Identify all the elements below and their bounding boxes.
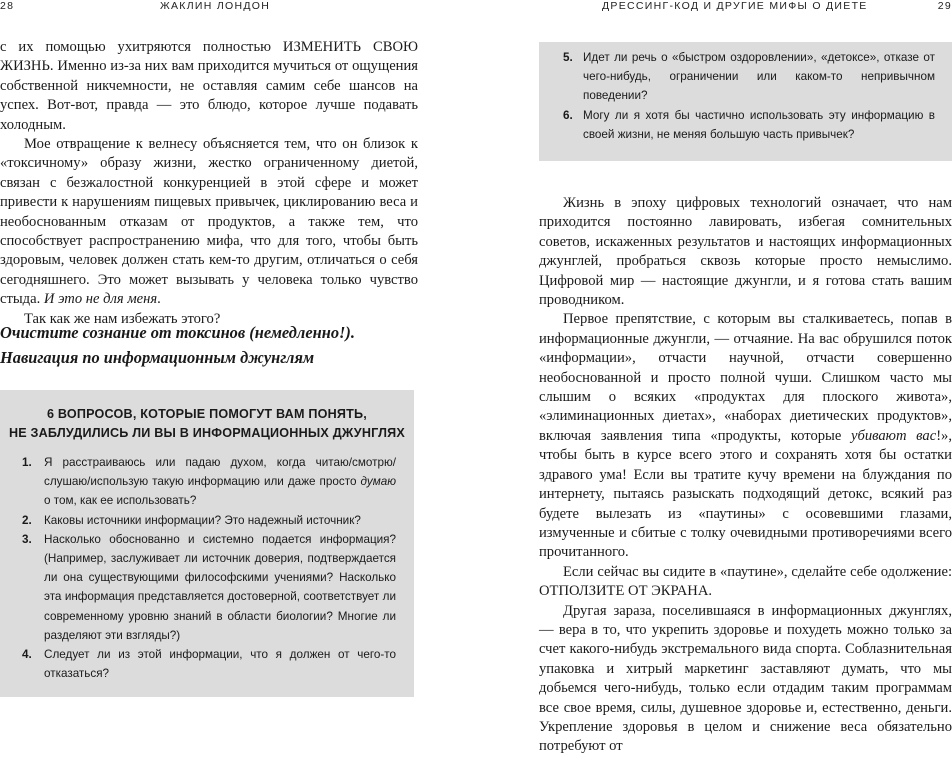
question-text-3: Насколько обоснованно и системно подается информация? (Например, заслуживает ли источник доверия, подтверждается ли она существующими философскими учениями? Насколько эта информация представляется достоверной, соответствует ли современному уровню знаний в области биологии? Многие ли разделяют эти взгляды?) — [44, 532, 396, 642]
question-item-5 — [563, 48, 935, 106]
questions-box-continued — [539, 42, 952, 161]
left-page — [0, 0, 418, 697]
question-text-5: Идет ли речь о «быстром оздоровлении», «детоксе», отказе от чего-нибудь, ограничении или каком-то непривычном поведении? — [583, 51, 935, 103]
question-number-2: 2. — [22, 513, 32, 527]
question-item-6 — [563, 106, 935, 144]
right-page — [535, 0, 952, 755]
paragraph-2-end: . — [157, 291, 161, 308]
question-item-3 — [22, 530, 396, 645]
question-number-6: 6. — [563, 108, 573, 122]
paragraph-2-italic: И это не для меня — [43, 291, 158, 308]
paragraph-1 — [0, 38, 418, 135]
question-item-1 — [22, 453, 396, 511]
page-number-right: 29 — [937, 0, 952, 12]
question-number-1: 1. — [22, 456, 32, 469]
questions-box-title-line1: 6 ВОПРОСОВ, КОТОРЫЕ ПОМОГУТ ВАМ ПОНЯТЬ, — [46, 407, 367, 421]
section-heading-line1: Очистите сознание от токсинов (немедленно!). — [0, 323, 355, 342]
running-title-left: ЖАКЛИН ЛОНДОН — [160, 0, 271, 12]
right-paragraph-4: Другая зараза, поселившаяся в информационных джунглях, — вера в то, что укрепить здоровье и похудеть можно только за счет какого-нибудь экстремального вида спорта. Соблазнительная упаковка и хитрый маркетинг заставляют думать, что мы добьемся чего-нибудь, только если отдадим таким программам все свое время, силы, душевное здоровье и, естественно, деньги. Укрепление здоровья в целом и снижение веса обязательно потребуют от — [539, 602, 952, 755]
question-item-2 — [22, 511, 396, 530]
paragraph-1-caps: с их помощью ухитряются полностью ИЗМЕНИТЬ СВОЮ ЖИЗНЬ. — [0, 39, 418, 75]
right-paragraph-2 — [539, 310, 952, 562]
page-number-left: 28 — [0, 0, 15, 12]
paragraph-2 — [0, 135, 418, 310]
question-number-4: 4. — [22, 648, 32, 662]
right-paragraph-1: Жизнь в эпоху цифровых технологий означает, что нам приходится постоянно лавировать, избегая сомнительных советов, искаженных результатов и настоящих информационных джунглей, пробраться сквозь которые просто немыслимо. Цифровой мир — настоящие джунгли, и я готова стать вашим проводником. — [539, 195, 952, 309]
question-number-5: 5. — [563, 51, 573, 64]
right-running-head — [535, 0, 952, 16]
right-paragraph-2a: Первое препятствие, с которым вы сталкиваетесь, попав в информационные джунгли, — отчаяние. На вас обрушился поток «информации», отчасти научной, отчасти совершенно необоснованной и просто полной чуши. Слишком часто мы слышим о всяких «продуктах для плоского живота», «элиминационных диетах», «наборах диетических продуктов», включая заявления типа «продукты, которые — [539, 311, 952, 444]
questions-box-title-line2: НЕ ЗАБЛУДИЛИСЬ ЛИ ВЫ В ИНФОРМАЦИОННЫХ ДЖУНГЛЯХ — [8, 426, 406, 440]
questions-box — [0, 390, 414, 697]
paragraph-2-main: Мое отвращение к велнесу объясняется тем, что он близок к «токсичному» образу жизни, жестко ограниченному диетой, связан с безжалостной конкуренцией в этой сфере и может привести к нарушениям пищевых привычек, циклированию веса и необоснованным отказам от продуктов, а также тем, что способствует распространению мифа, что для того, чтобы быть здоровым, человек должен стать кем-то другим, отличаться о себя сегодняшнего. Это может вызывать у человека только чувство стыда. — [0, 136, 418, 308]
questions-list-continued — [563, 48, 935, 144]
question-item-4 — [22, 645, 396, 683]
left-running-head — [0, 0, 418, 16]
question-text-2: Каковы источники информации? Это надежный источник? — [44, 513, 361, 527]
section-heading — [0, 320, 418, 370]
right-paragraph-2b: !», чтобы быть в курсе всего этого и сохранять хотя бы остатки здравого ума! Если вы тратите кучу времени на блуждания по интернету, пытаясь разыскать подходящий детокс, всякий раз будете вылезать из «паутины» с осовевшими глазами, измученные и сбитые с толку очевидными противоречиями всего прочитанного. — [539, 427, 952, 561]
right-body-text — [539, 194, 952, 757]
running-title-right: ДРЕССИНГ-КОД И ДРУГИЕ МИФЫ О ДИЕТЕ — [602, 0, 868, 12]
question-text-1a: Я расстраиваюсь или падаю духом, когда читаю/смотрю/слушаю/использую такую информацию или даже просто — [44, 456, 396, 489]
questions-box-title — [0, 390, 414, 443]
question-text-1-italic: думаю — [360, 475, 396, 489]
paragraph-3: Так как же нам избежать этого? — [24, 310, 221, 327]
question-text-4: Следует ли из этой информации, что я должен от чего-то отказаться? — [44, 648, 396, 681]
section-heading-line2: Навигация по информационным джунглям — [0, 348, 315, 367]
paragraph-1-rest: Именно из-за них вам приходится мучиться от ощущения собственной никчемности, не оставляя самим себе шансов на успех. Вот-вот, правда — это блюдо, которое лучше подавать холодным. — [0, 58, 418, 133]
right-paragraph-2-italic: убивают вас — [851, 427, 937, 444]
right-paragraph-3: Если сейчас вы сидите в «паутине», сделайте себе одолжение: ОТПОЛЗИТЕ ОТ ЭКРАНА. — [539, 563, 952, 600]
question-text-1b: о том, как ее использовать? — [44, 494, 197, 508]
question-number-3: 3. — [22, 532, 32, 546]
questions-list — [22, 453, 396, 683]
left-body-text — [0, 38, 418, 329]
question-text-6: Могу ли я хотя бы частично использовать эту информацию в своей жизни, не меняя большую часть привычек? — [583, 108, 935, 141]
